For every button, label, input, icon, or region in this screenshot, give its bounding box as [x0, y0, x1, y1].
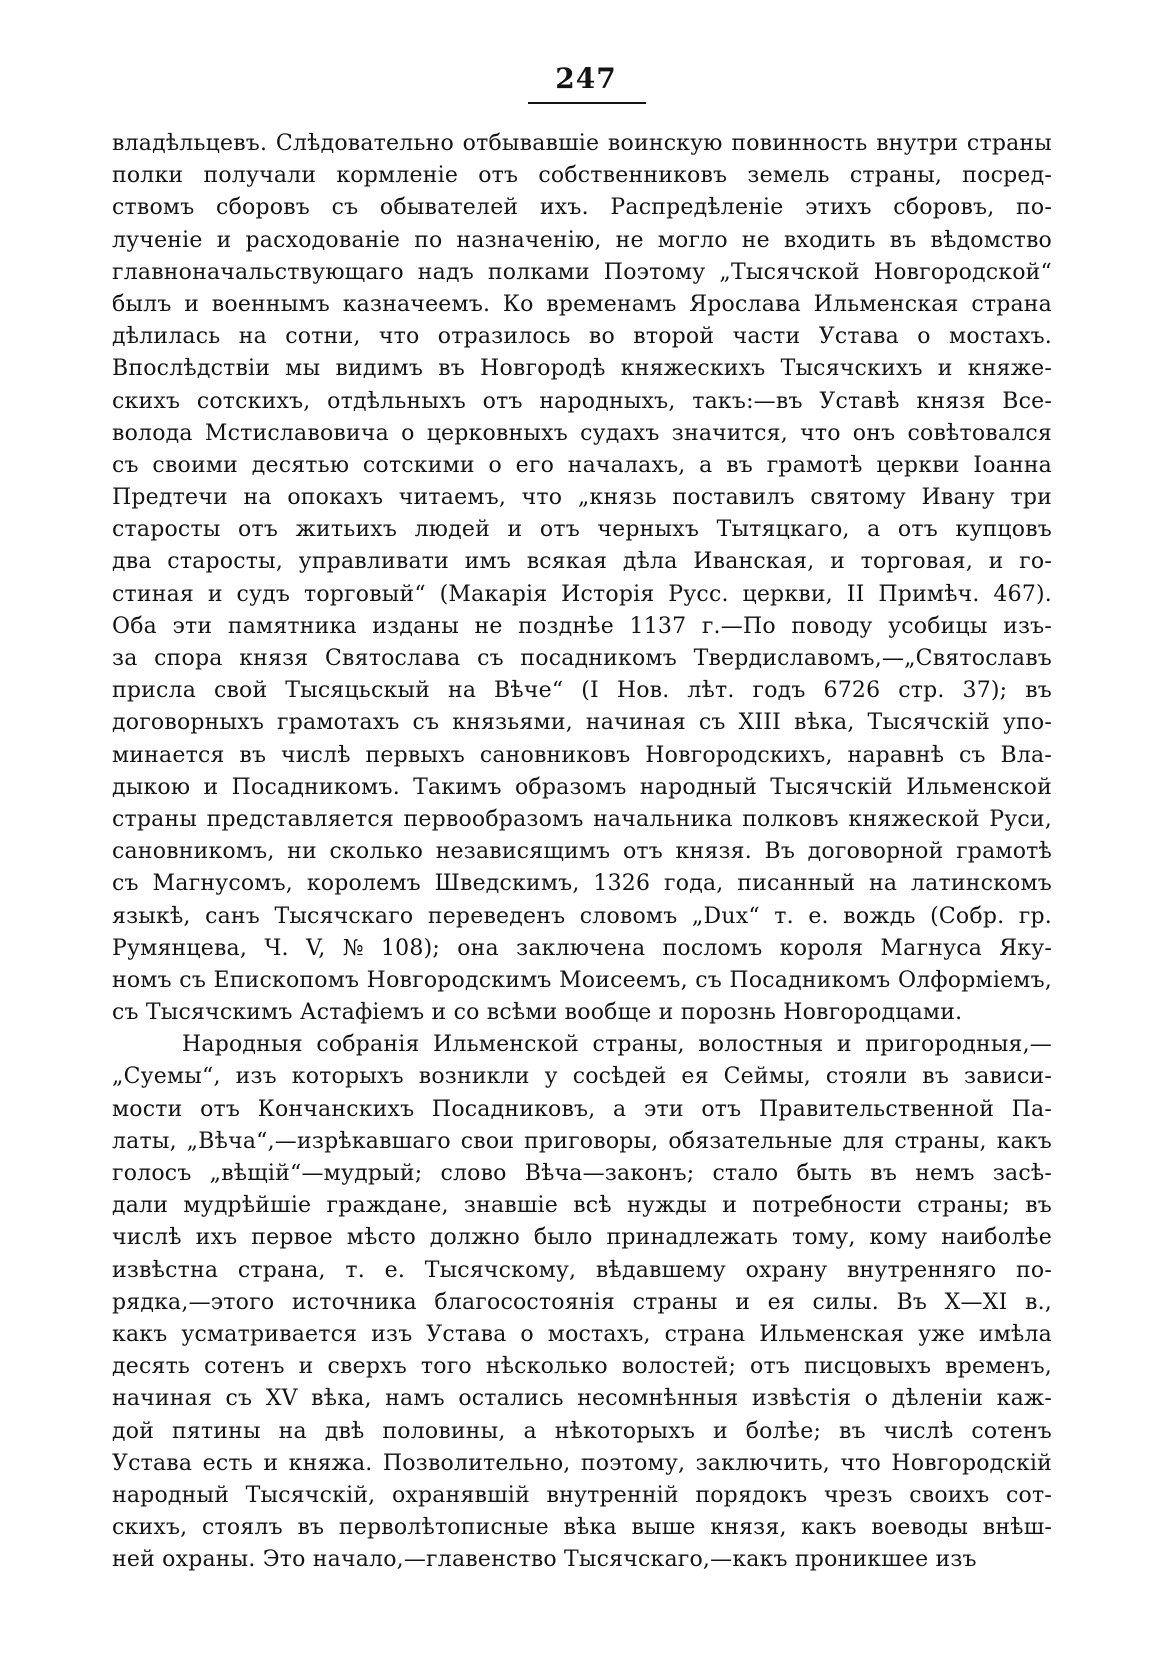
text-line: полки получали кормленіе отъ собственниковъ земель страны, посред- [112, 163, 1052, 189]
text-line: мости отъ Кончанскихъ Посадниковъ, а эти отъ Правительственной Па- [112, 1096, 1052, 1122]
text-line: Румянцева, Ч. V, № 108); она заключена посломъ короля Магнуса Яку- [112, 935, 1052, 961]
text-line: съ Тысячскимъ Астафіемъ и со всѣми вообще и порознь Новгородцами. [112, 1000, 963, 1026]
text-line: скихъ, стоялъ въ перволѣтописные вѣка выше князя, какъ воеводы внѣш- [112, 1515, 1052, 1541]
paragraph [112, 128, 1052, 1029]
text-line: скихъ сотскихъ, отдѣльныхъ отъ народныхъ, такъ:—въ Уставѣ князя Все- [112, 388, 1052, 414]
text-line: дѣлилась на сотни, что отразилось во второй части Устава о мостахъ. [112, 324, 1052, 350]
text-line: ней охраны. Это начало,—главенство Тысячскаго,—какъ проникшее изъ [112, 1547, 977, 1573]
text-line: страны представляется первообразомъ начальника полковъ княжеской Руси, [112, 806, 1052, 832]
text-line: Народныя собранія Ильменской страны, волостныя и пригородныя,— [182, 1032, 1052, 1058]
text-line: съ своими десятью сотскими о его началахъ, а въ грамотѣ церкви Іоанна [112, 452, 1052, 478]
text-line: сановникомъ, ни сколько независящимъ отъ князя. Въ договорной грамотѣ [112, 839, 1052, 865]
text-line: голосъ „вѣщій“—мудрый; слово Вѣча—законъ; стало быть въ немъ засѣ- [112, 1161, 1052, 1186]
text-line: Предтечи на опокахъ читаемъ, что „князь поставилъ святому Ивану три [112, 485, 1052, 511]
page-number: 247 [555, 62, 617, 95]
text-line: десять сотенъ и сверхъ того нѣсколько волостей; отъ писцовыхъ временъ, [112, 1354, 1052, 1380]
text-line: номъ съ Епископомъ Новгородскимъ Моисеемъ, съ Посадникомъ Олформіемъ, [112, 967, 1052, 993]
text-line: договорныхъ грамотахъ съ князьями, начиная съ XIII вѣка, Тысячскій упо- [112, 710, 1052, 736]
text-line: латы, „Вѣча“,—изрѣкавшаго свои приговоры, обязательные для страны, какъ [112, 1128, 1052, 1154]
page-number-rule [528, 102, 646, 104]
text-line: Оба эти памятника изданы не позднѣе 1137 г.—По поводу усобицы изъ- [112, 613, 1052, 639]
text-line: стиная и судъ торговый“ (Макарія Исторія Русс. церкви, II Примѣч. 467). [112, 581, 1052, 607]
text-line: дали мудрѣйшіе граждане, знавшіе всѣ нужды и потребности страны; въ [112, 1193, 1052, 1219]
text-line: два старосты, управливати имъ всякая дѣла Иванская, и торговая, и го- [112, 549, 1052, 575]
paragraph [112, 1029, 1052, 1576]
text-line: былъ и военнымъ казначеемъ. Ко временамъ Ярослава Ильменская страна [112, 291, 1052, 317]
text-line: Впослѣдствіи мы видимъ въ Новгородѣ княжескихъ Тысячскихъ и княже- [112, 356, 1052, 382]
text-line: рядка,—этого источника благосостоянія страны и ея силы. Въ X—XI в., [112, 1289, 1052, 1315]
text-line: извѣстна страна, т. е. Тысячскому, вѣдавшему охрану внутренняго по- [112, 1257, 1052, 1283]
text-line: дой пятины на двѣ половины, а нѣкоторыхъ и болѣе; въ числѣ сотенъ [112, 1418, 1052, 1444]
text-line: волода Мстиславовича о церковныхъ судахъ значится, что онъ совѣтовался [112, 420, 1052, 446]
text-line: минается въ числѣ первыхъ сановниковъ Новгородскихъ, наравнѣ съ Вла- [112, 742, 1052, 768]
text-line: ствомъ сборовъ съ обывателей ихъ. Распредѣленіе этихъ сборовъ, по- [112, 195, 1052, 221]
text-line: начиная съ XV вѣка, намъ остались несомнѣнныя извѣстія о дѣленіи каж- [112, 1386, 1052, 1412]
text-line: старосты отъ житьихъ людей и отъ черныхъ Тытяцкаго, а отъ купцовъ [112, 517, 1052, 543]
text-line: народный Тысячскій, охранявшій внутренній порядокъ чрезъ своихъ сот- [112, 1482, 1052, 1508]
text-line: съ Магнусомъ, королемъ Шведскимъ, 1326 года, писанный на латинскомъ [112, 871, 1052, 897]
text-line: числѣ ихъ первое мѣсто должно было принадлежать тому, кому наиболѣе [112, 1225, 1052, 1251]
text-line: присла свой Тысяцьскый на Вѣче“ (I Нов. лѣт. годъ 6726 стр. 37); въ [112, 678, 1052, 704]
text-line: владѣльцевъ. Слѣдовательно отбывавшіе воинскую повинность внутри страны [112, 131, 1052, 156]
text-line: лученіе и расходованіе по назначенію, не могло не входить въ вѣдомство [112, 227, 1052, 253]
text-line: языкѣ, санъ Тысячскаго переведенъ словомъ „Dux“ т. е. вождь (Собр. гр. [112, 903, 1052, 929]
text-line: Устава есть и княжа. Позволительно, поэтому, заключить, что Новгородскій [112, 1450, 1052, 1476]
text-line: какъ усматривается изъ Устава о мостахъ, страна Ильменская уже имѣла [112, 1321, 1052, 1347]
text-line: главноначальствующаго надъ полками Поэтому „Тысячской Новгородской“ [112, 259, 1052, 285]
text-line: „Суемы“, изъ которыхъ возникли у сосѣдей ея Сеймы, стояли въ зависи- [112, 1064, 1052, 1090]
text-line: за спора князя Святослава съ посадникомъ Твердиславомъ,—„Святославъ [112, 646, 1052, 671]
text-line: дыкою и Посадникомъ. Такимъ образомъ народный Тысячскій Ильменской [112, 774, 1052, 800]
body-text [112, 128, 1052, 1576]
